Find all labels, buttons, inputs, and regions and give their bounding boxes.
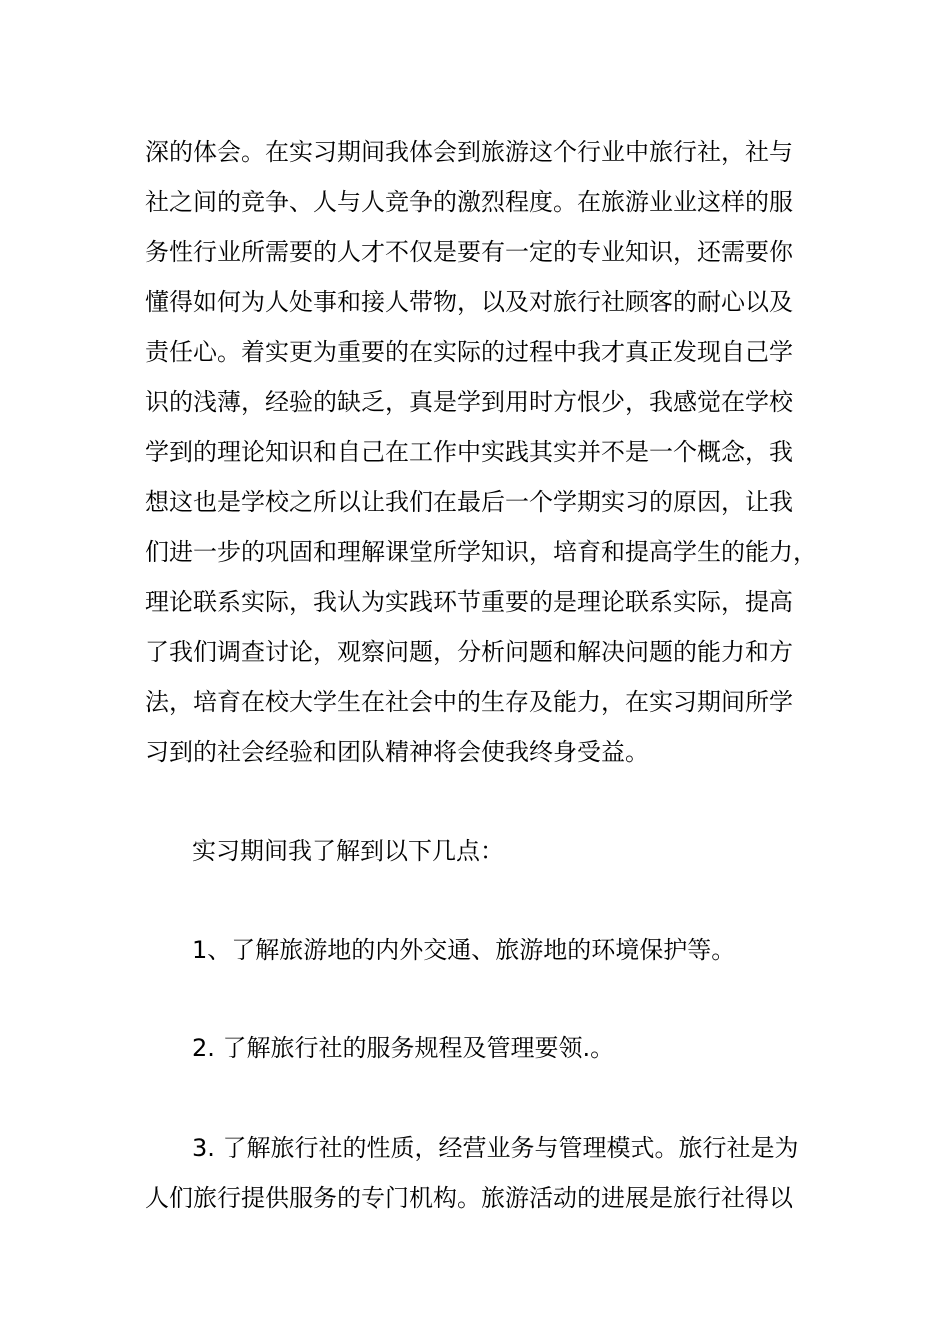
- paragraph-line: 责任心。着实更为重要的在实际的过程中我才真正发现自己学: [145, 338, 793, 366]
- paragraph-line: 识的浅薄，经验的缺乏，真是学到用时方恨少，我感觉在学校: [145, 388, 793, 416]
- list-item-2: 2. 了解旅行社的服务规程及管理要领.。: [192, 1034, 615, 1062]
- list-item-1: 1、了解旅游地的内外交通、旅游地的环境保护等。: [192, 936, 736, 964]
- paragraph-line: 了我们调查讨论，观察问题，分析问题和解决问题的能力和方: [145, 638, 793, 666]
- paragraph-line: 社之间的竞争、人与人竞争的激烈程度。在旅游业业这样的服: [145, 188, 793, 216]
- paragraph-line: 学到的理论知识和自己在工作中实践其实并不是一个概念，我: [145, 438, 793, 466]
- paragraph-line: 理论联系实际，我认为实践环节重要的是理论联系实际，提高: [145, 588, 793, 616]
- paragraph-line: 深的体会。在实习期间我体会到旅游这个行业中旅行社，社与: [145, 138, 793, 166]
- list-item-3-line: 人们旅行提供服务的专门机构。旅游活动的进展是旅行社得以: [145, 1184, 793, 1212]
- paragraph-line: 们进一步的巩固和理解课堂所学知识，培育和提高学生的能力，: [145, 538, 817, 566]
- paragraph-line: 务性行业所需要的人才不仅是要有一定的专业知识，还需要你: [145, 238, 793, 266]
- paragraph-line: 法，培育在校大学生在社会中的生存及能力，在实习期间所学: [145, 688, 793, 716]
- intro-line: 实习期间我了解到以下几点：: [192, 837, 504, 865]
- paragraph-line: 想这也是学校之所以让我们在最后一个学期实习的原因，让我: [145, 488, 793, 516]
- list-item-3-line: 3. 了解旅行社的性质，经营业务与管理模式。旅行社是为: [192, 1134, 799, 1162]
- paragraph-line: 懂得如何为人处事和接人带物，以及对旅行社顾客的耐心以及: [145, 288, 793, 316]
- paragraph-line: 习到的社会经验和团队精神将会使我终身受益。: [145, 738, 649, 766]
